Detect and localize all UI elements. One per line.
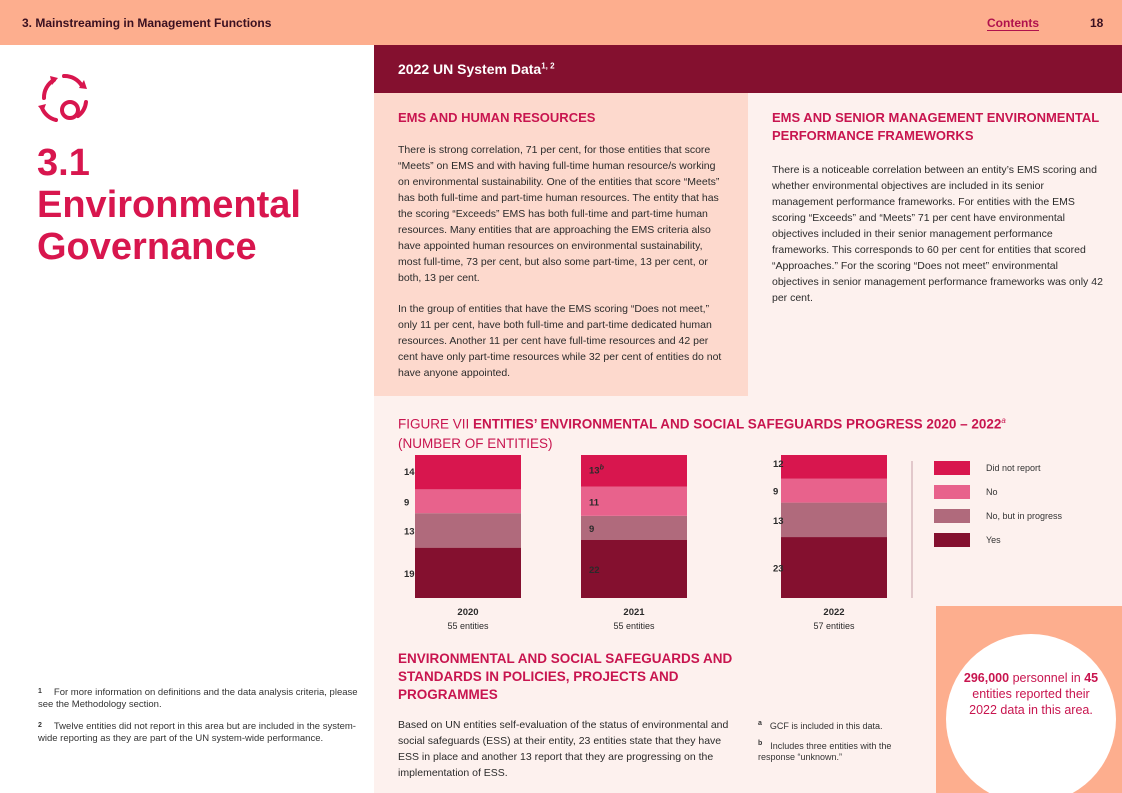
chart-legend: [934, 461, 1084, 557]
contents-link[interactable]: Contents: [987, 16, 1039, 30]
legend-label: Did not report: [986, 463, 1041, 473]
bar-segment-no-2020: [415, 489, 521, 513]
chart-note-mark: b: [758, 740, 763, 747]
x-tick-label: 2022: [823, 607, 845, 618]
legend-item: [934, 533, 1084, 557]
footnotes: [38, 686, 358, 754]
ems-senior-heading: EMS AND SENIOR MANAGEMENT ENVIRONMENTAL PERFORMANCE FRAMEWORKS: [772, 110, 1099, 143]
value-label: 9: [404, 497, 410, 509]
figure-subtitle: (NUMBER OF ENTITIES): [398, 435, 553, 451]
ems-senior-paragraph: There is a noticeable correlation between an entity’s EMS scoring and whether environmental objectives are included in its senior management performance frameworks. For entities with the EMS scoring “Exceeds” and “Meets” 71 per cent have environmental objectives included in their senior management performance frameworks. This corresponds to 60 per cent for entities that scored “Approaches.” For the scoring “Does not meet” environmental objectives in senior management performance frameworks was only 42 per cent.: [772, 164, 1103, 304]
chart-notes: [758, 718, 928, 769]
title-text: Environmental Governance: [37, 184, 301, 268]
footnote-text: For more information on definitions and the data analysis criteria, please see the Methodology section.: [38, 687, 358, 710]
bar-segment-yes-2022: [781, 537, 887, 598]
bar-segment-did-not-report-2020: [415, 455, 521, 489]
legend-swatch: [934, 509, 970, 523]
legend-label: Yes: [986, 535, 1001, 545]
chart-note: [758, 738, 928, 763]
value-label: 9: [589, 523, 595, 535]
ess-section: [398, 650, 743, 781]
bar-segment-no-but-in-progress-2022: [781, 503, 887, 537]
recycle-gear-icon: [34, 70, 94, 128]
value-label: 13: [773, 515, 784, 527]
bar-segment-no-but-in-progress-2020: [415, 513, 521, 547]
ess-heading: ENVIRONMENTAL AND SOCIAL SAFEGUARDS AND STANDARDS IN POLICIES, PROJECTS AND PROGRAMMES: [398, 651, 733, 702]
ems-hr-paragraph: In the group of entities that have the EMS scoring “Does not meet,” only 11 per cent, have both full-time and part-time dedicated human resources. Another 11 per cent have full-time resources and 42 per cent have only part-time resources while 32 per cent of entities do not have anyone appointed.: [398, 303, 722, 379]
x-tick-sublabel: 55 entities: [613, 621, 655, 631]
value-label: 22: [589, 564, 600, 576]
figure-title: [398, 411, 1018, 453]
system-data-sup: 1, 2: [541, 61, 555, 71]
x-tick-sublabel: 55 entities: [447, 621, 489, 631]
chart-note-text: Includes three entities with the response “unknown.”: [758, 741, 892, 762]
callout-personnel: 296,000: [963, 671, 1010, 685]
section-title: 3. Mainstreaming in Management Functions: [22, 16, 272, 30]
bar-segment-no-2022: [781, 479, 887, 503]
legend-item: [934, 485, 1084, 509]
value-label: 13$^b$: [589, 464, 604, 477]
system-data-bar: [374, 45, 1122, 93]
legend-swatch: [934, 485, 970, 499]
chart-note-mark: a: [758, 720, 762, 727]
chart-note: [758, 718, 928, 732]
footnote: [38, 720, 358, 745]
callout-entities: 45: [1084, 671, 1099, 685]
value-label: 11: [589, 497, 600, 509]
value-label: 13: [404, 526, 415, 538]
value-label: 9: [773, 486, 779, 498]
ems-senior-section: [772, 109, 1104, 306]
legend-label: No: [986, 487, 998, 497]
page-number: 18: [1090, 16, 1104, 30]
x-tick-label: 2021: [623, 607, 645, 618]
stacked-bar-chart: [374, 455, 922, 635]
footnote-mark: 1: [38, 688, 42, 695]
legend-item: [934, 509, 1084, 533]
x-tick-label: 2020: [457, 607, 479, 618]
ems-hr-paragraph: There is strong correlation, 71 per cent, for those entities that score “Meets” on EMS and with having full-time human resource/s working on environmental sustainability. One of the entities that score “Meets” has both full-time and part-time human resources. The entity that has the scoring “Exceeds” EMS has both full-time and part-time human resources. Many entities that are approaching the EMS criteria also have appointed human resources on environmental sustainability, most full-time, 73 per cent, but also some part-time, 13 per cent, or both, 13 per cent.: [398, 144, 720, 284]
figure-title-sup: a: [1001, 416, 1006, 425]
bar-segment-did-not-report-2022: [781, 455, 887, 479]
figure-title-text: ENTITIES’ ENVIRONMENTAL AND SOCIAL SAFEGUARDS PROGRESS 2020 – 2022: [473, 416, 1002, 432]
legend-label: No, but in progress: [986, 511, 1063, 521]
value-label: 12: [773, 458, 784, 470]
legend-swatch: [934, 461, 970, 475]
legend-item: [934, 461, 1084, 485]
figure-prefix: FIGURE VII: [398, 416, 470, 432]
value-label: 19: [404, 568, 415, 580]
ess-paragraph: Based on UN entities self-evaluation of the status of environmental and social safeguards (ESS) at their entity, 23 entities state that they have ESS in place and another 13 report that they are progressing on the implementation of ESS.: [398, 719, 729, 779]
callout-in: in: [1070, 671, 1081, 685]
bar-segment-yes-2020: [415, 548, 521, 598]
footnote-mark: 2: [38, 722, 42, 729]
ems-hr-heading: EMS AND HUMAN RESOURCES: [398, 110, 596, 125]
value-label: 14: [404, 466, 415, 478]
value-label: 23: [773, 563, 784, 575]
system-data-label: 2022 UN System Data$^{1, 2}$: [398, 61, 555, 77]
title-number: 3.1: [37, 142, 90, 184]
header-bar: [0, 0, 1122, 45]
page-title: [37, 142, 367, 268]
bar-segment-no-but-in-progress-2021: [581, 516, 687, 540]
x-tick-sublabel: 57 entities: [813, 621, 855, 631]
chart-note-text: GCF is included in this data.: [769, 721, 883, 731]
callout-personnel-word: personnel: [1012, 671, 1068, 685]
callout-text: [958, 670, 1104, 718]
ems-hr-section: [398, 109, 728, 381]
callout-circle: [946, 634, 1116, 793]
value-label-sup: b: [599, 464, 604, 472]
footnote: [38, 686, 358, 711]
callout-rest: entities reported their 2022 data in this area.: [969, 687, 1093, 717]
footnote-text: Twelve entities did not report in this area but are included in the system-wide reporting as they are part of the UN system-wide performance.: [38, 721, 356, 744]
legend-swatch: [934, 533, 970, 547]
